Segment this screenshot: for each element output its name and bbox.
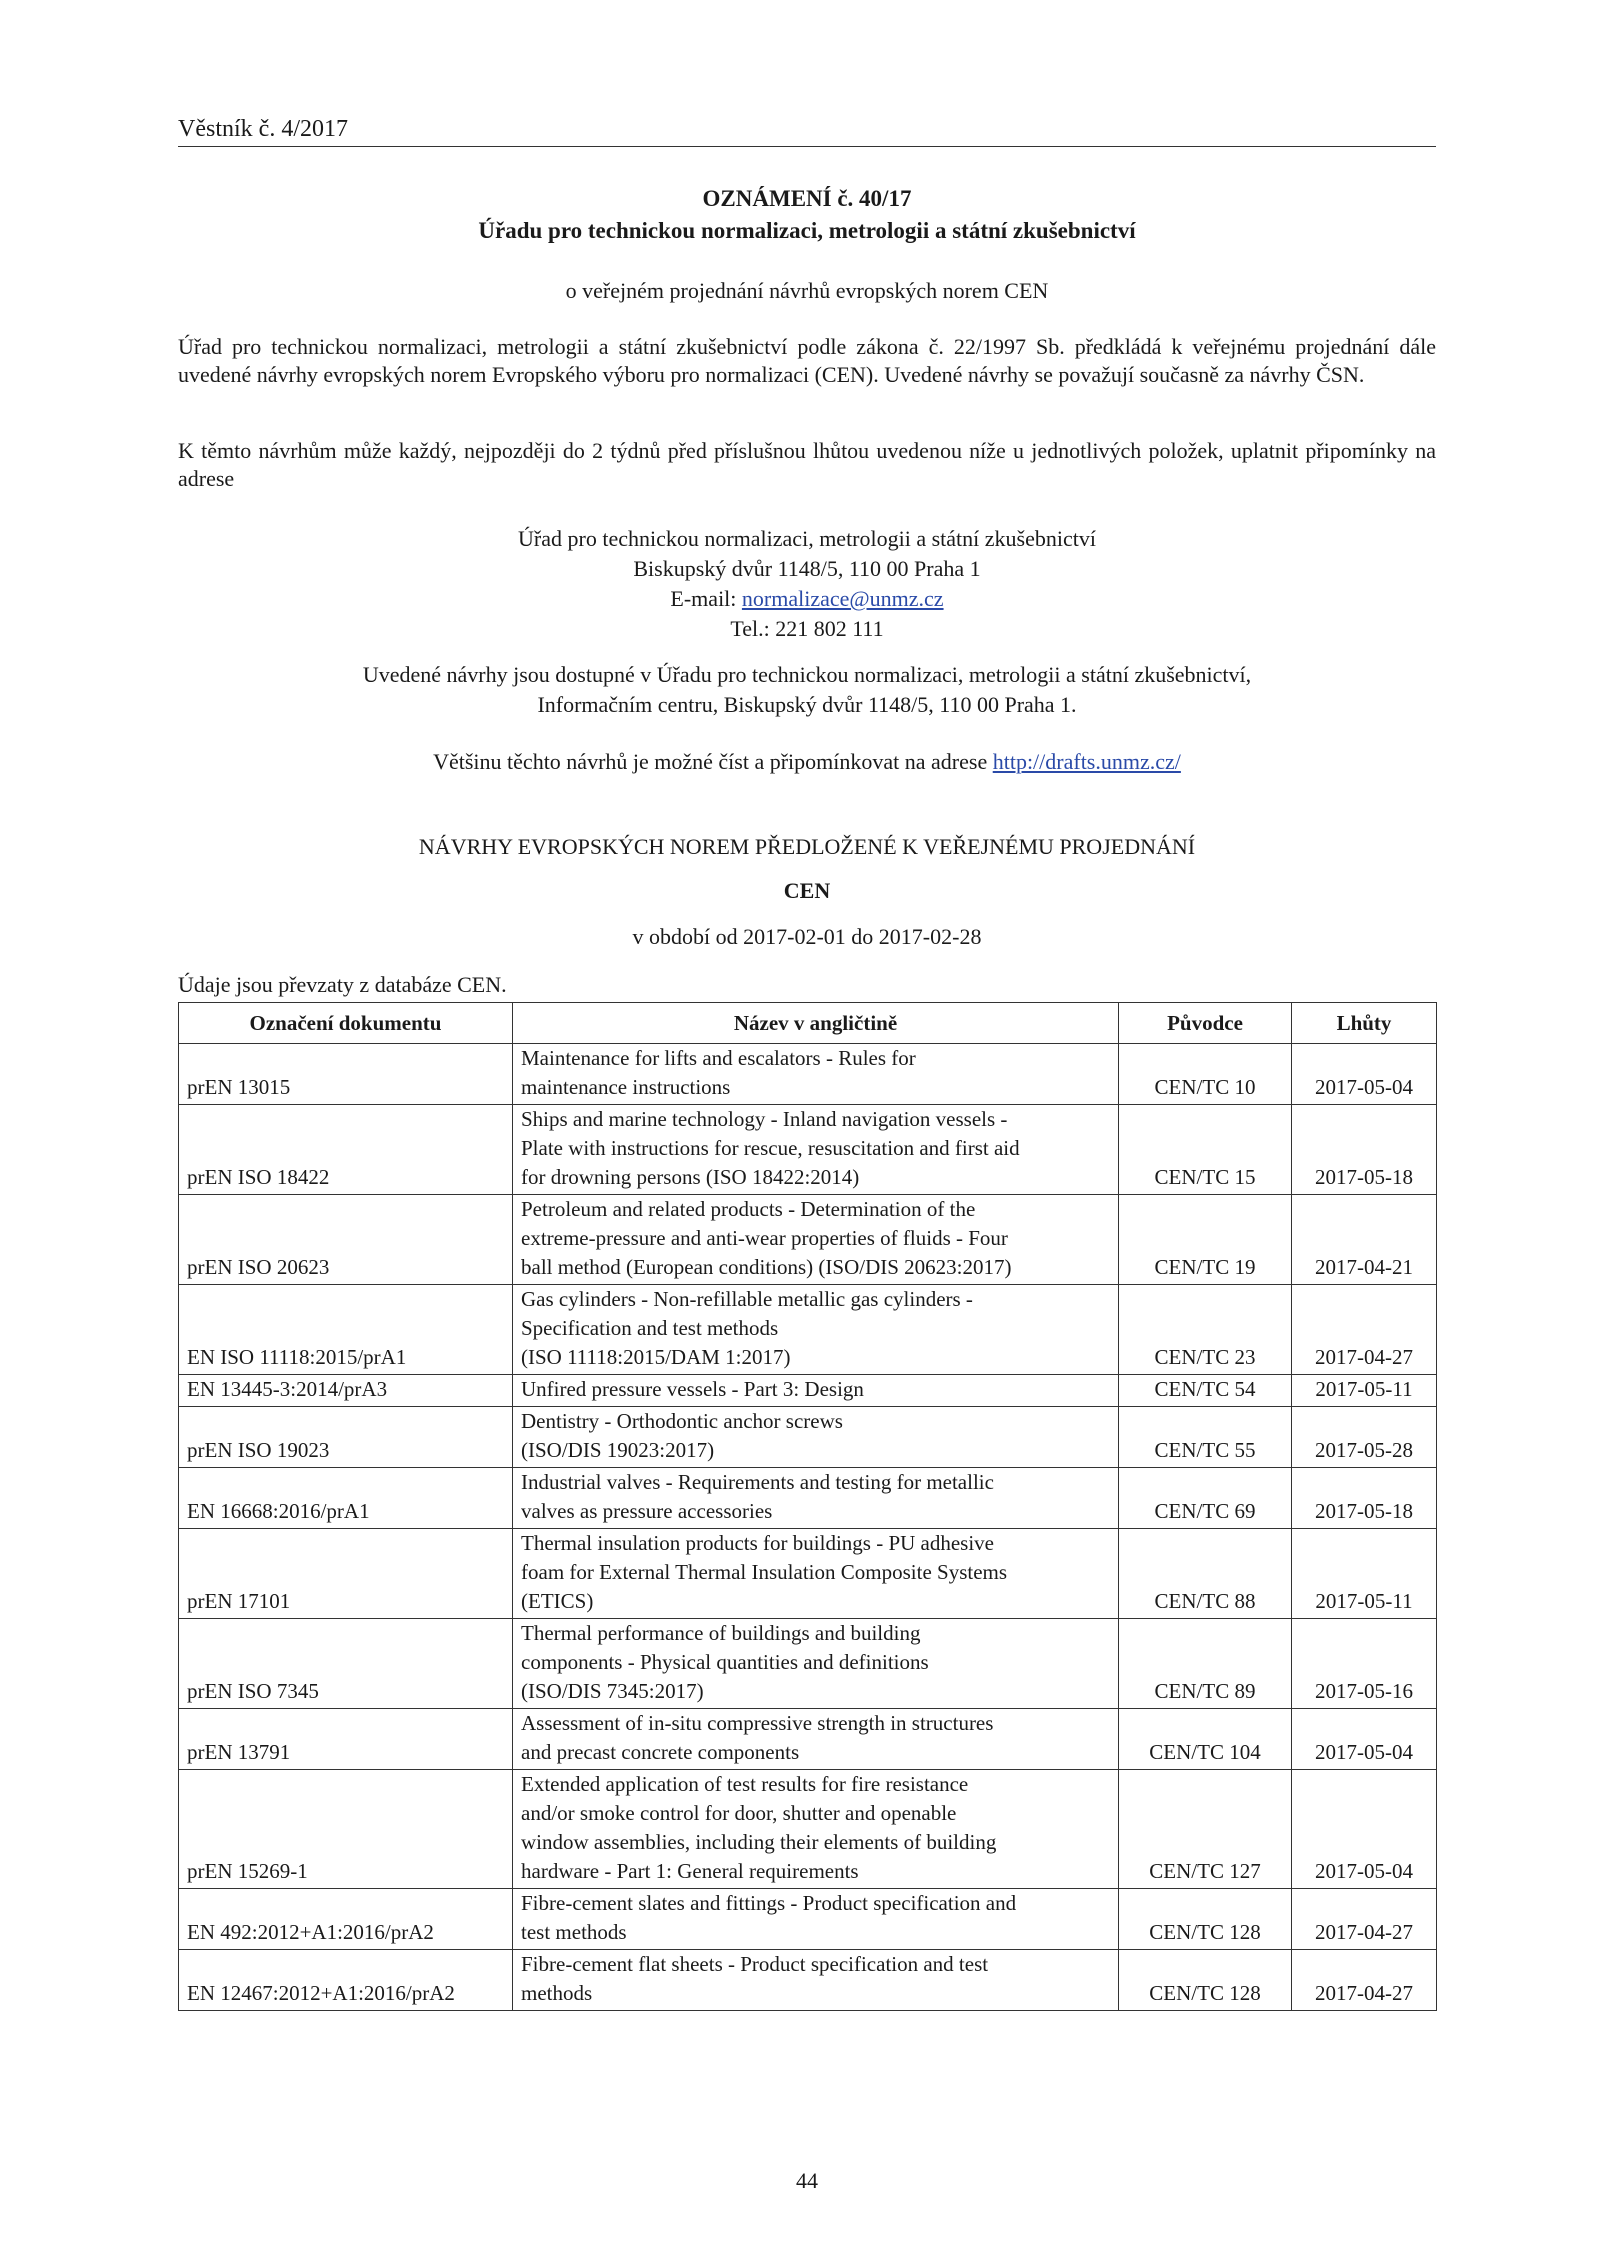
cell-originator: CEN/TC 128 — [1119, 1950, 1292, 2011]
cell-document-code: prEN 13015 — [179, 1044, 513, 1105]
title-line: ball method (European conditions) (ISO/DIS 20623:2017) — [521, 1255, 1012, 1279]
notice-authority: Úřadu pro technickou normalizaci, metrologii a státní zkušebnictví — [478, 218, 1136, 243]
cell-deadline: 2017-05-18 — [1292, 1105, 1437, 1195]
cell-english-title — [513, 1105, 1119, 1195]
title-line: hardware - Part 1: General requirements — [521, 1859, 859, 1883]
cell-deadline: 2017-05-28 — [1292, 1407, 1437, 1468]
title-line: (ISO/DIS 19023:2017) — [521, 1438, 715, 1462]
cell-english-title — [513, 1770, 1119, 1889]
cell-originator: CEN/TC 88 — [1119, 1529, 1292, 1619]
cell-english-title — [513, 1529, 1119, 1619]
drafts-link[interactable]: http://drafts.unmz.cz/ — [992, 749, 1181, 774]
cell-document-code: EN 16668:2016/prA1 — [179, 1468, 513, 1529]
title-line: (ISO 11118:2015/DAM 1:2017) — [521, 1345, 791, 1369]
cell-originator: CEN/TC 54 — [1119, 1375, 1292, 1407]
table-row — [179, 1770, 1437, 1889]
cell-english-title — [513, 1195, 1119, 1285]
cell-deadline: 2017-04-27 — [1292, 1950, 1437, 2011]
cell-deadline: 2017-05-11 — [1292, 1375, 1437, 1407]
cell-deadline: 2017-04-27 — [1292, 1285, 1437, 1375]
cell-deadline: 2017-05-18 — [1292, 1468, 1437, 1529]
cell-deadline: 2017-04-21 — [1292, 1195, 1437, 1285]
cell-originator: CEN/TC 55 — [1119, 1407, 1292, 1468]
title-line: Fibre-cement flat sheets - Product specification and test — [521, 1952, 989, 1976]
cell-originator: CEN/TC 69 — [1119, 1468, 1292, 1529]
table-row — [179, 1044, 1437, 1105]
table-row — [179, 1195, 1437, 1285]
cell-originator: CEN/TC 10 — [1119, 1044, 1292, 1105]
title-line: window assemblies, including their elements of building — [521, 1830, 997, 1854]
title-line: maintenance instructions — [521, 1075, 731, 1099]
cell-originator: CEN/TC 127 — [1119, 1770, 1292, 1889]
cell-originator: CEN/TC 128 — [1119, 1889, 1292, 1950]
cell-document-code: EN ISO 11118:2015/prA1 — [179, 1285, 513, 1375]
column-header-code: Označení dokumentu — [179, 1003, 513, 1044]
title-line: Petroleum and related products - Determination of the — [521, 1197, 976, 1221]
title-line: components - Physical quantities and definitions — [521, 1650, 929, 1674]
drafts-table — [178, 1002, 1437, 2011]
table-row — [179, 1950, 1437, 2011]
title-line: Assessment of in-situ compressive strength in structures — [521, 1711, 994, 1735]
table-body — [179, 1044, 1437, 2011]
cell-document-code: prEN 13791 — [179, 1709, 513, 1770]
cell-english-title — [513, 1375, 1119, 1407]
title-line: and precast concrete components — [521, 1740, 800, 1764]
table-row — [179, 1889, 1437, 1950]
title-line: test methods — [521, 1920, 627, 1944]
cell-english-title — [513, 1619, 1119, 1709]
table-header-row — [179, 1003, 1437, 1044]
header-rule — [178, 146, 1436, 147]
cell-deadline: 2017-05-04 — [1292, 1770, 1437, 1889]
table-row — [179, 1105, 1437, 1195]
table-row — [179, 1285, 1437, 1375]
table-row — [179, 1407, 1437, 1468]
email-label: E-mail: — [670, 586, 742, 611]
cell-english-title — [513, 1044, 1119, 1105]
title-line: Extended application of test results for fire resistance — [521, 1772, 969, 1796]
address-street: Biskupský dvůr 1148/5, 110 00 Praha 1 — [633, 556, 981, 581]
journal-header: Věstník č. 4/2017 — [178, 116, 348, 142]
page-number: 44 — [796, 2168, 818, 2193]
title-line: Thermal performance of buildings and building — [521, 1621, 921, 1645]
table-row — [179, 1375, 1437, 1407]
column-header-origin: Původce — [1119, 1003, 1292, 1044]
table-row — [179, 1709, 1437, 1770]
cell-document-code: EN 492:2012+A1:2016/prA2 — [179, 1889, 513, 1950]
title-line: valves as pressure accessories — [521, 1499, 773, 1523]
title-line: foam for External Thermal Insulation Composite Systems — [521, 1560, 1008, 1584]
cell-document-code: EN 13445-3:2014/prA3 — [179, 1375, 513, 1407]
column-header-name: Název v angličtině — [513, 1003, 1119, 1044]
availability-line-2: Informačním centru, Biskupský dvůr 1148/5, 110 00 Praha 1. — [537, 692, 1077, 717]
cell-originator: CEN/TC 89 — [1119, 1619, 1292, 1709]
cell-english-title — [513, 1889, 1119, 1950]
cell-english-title — [513, 1468, 1119, 1529]
cell-originator: CEN/TC 23 — [1119, 1285, 1292, 1375]
cell-deadline: 2017-04-27 — [1292, 1889, 1437, 1950]
section-period: v období od 2017-02-01 do 2017-02-28 — [632, 924, 982, 949]
title-line: (ETICS) — [521, 1589, 594, 1613]
title-line: extreme-pressure and anti-wear properties of fluids - Four — [521, 1226, 1008, 1250]
availability-line-1: Uvedené návrhy jsou dostupné v Úřadu pro technickou normalizaci, metrologii a státní zkušebnictví, — [362, 662, 1252, 687]
cell-english-title — [513, 1709, 1119, 1770]
cell-english-title — [513, 1950, 1119, 2011]
address-name: Úřad pro technickou normalizaci, metrologii a státní zkušebnictví — [518, 526, 1096, 551]
table-row — [179, 1468, 1437, 1529]
cell-document-code: prEN ISO 18422 — [179, 1105, 513, 1195]
address-email — [178, 584, 1436, 614]
intro-paragraph: Úřad pro technickou normalizaci, metrologii a státní zkušebnictví podle zákona č. 22/1997 Sb. předkládá k veřejnému projednání dále uvedené návrhy evropských norem Evropského výboru pro normalizaci (CEN). Uvedené návrhy se považují současně za návrhy ČSN. — [178, 334, 1436, 387]
cell-originator: CEN/TC 19 — [1119, 1195, 1292, 1285]
title-line: Industrial valves - Requirements and testing for metallic — [521, 1470, 994, 1494]
title-line: Dentistry - Orthodontic anchor screws — [521, 1409, 843, 1433]
cell-deadline: 2017-05-04 — [1292, 1044, 1437, 1105]
cell-deadline: 2017-05-11 — [1292, 1529, 1437, 1619]
table-row — [179, 1529, 1437, 1619]
column-header-deadline: Lhůty — [1292, 1003, 1437, 1044]
cell-document-code: prEN 17101 — [179, 1529, 513, 1619]
cell-english-title — [513, 1407, 1119, 1468]
title-line: Unfired pressure vessels - Part 3: Design — [521, 1377, 864, 1401]
address-phone: Tel.: 221 802 111 — [730, 616, 884, 641]
cell-originator: CEN/TC 15 — [1119, 1105, 1292, 1195]
cell-document-code: prEN ISO 20623 — [179, 1195, 513, 1285]
title-line: Ships and marine technology - Inland navigation vessels - — [521, 1107, 1008, 1131]
cell-deadline: 2017-05-04 — [1292, 1709, 1437, 1770]
cell-deadline: 2017-05-16 — [1292, 1619, 1437, 1709]
title-line: Fibre-cement slates and fittings - Product specification and — [521, 1891, 1017, 1915]
title-line: Plate with instructions for rescue, resuscitation and first aid — [521, 1136, 1020, 1160]
title-line: for drowning persons (ISO 18422:2014) — [521, 1165, 860, 1189]
comments-paragraph: K těmto návrhům může každý, nejpozději do 2 týdnů před příslušnou lhůtou uvedenou níže u jednotlivých položek, uplatnit připomínky na adrese — [178, 438, 1436, 491]
title-line: Specification and test methods — [521, 1316, 779, 1340]
cell-document-code: EN 12467:2012+A1:2016/prA2 — [179, 1950, 513, 2011]
email-link[interactable]: normalizace@unmz.cz — [741, 586, 944, 611]
cell-document-code: prEN 15269-1 — [179, 1770, 513, 1889]
online-text: Většinu těchto návrhů je možné číst a připomínkovat na adrese — [433, 749, 993, 774]
cell-document-code: prEN ISO 7345 — [179, 1619, 513, 1709]
source-note: Údaje jsou převzaty z databáze CEN. — [178, 972, 507, 997]
cell-english-title — [513, 1285, 1119, 1375]
title-line: Thermal insulation products for buildings - PU adhesive — [521, 1531, 995, 1555]
title-line: and/or smoke control for door, shutter and openable — [521, 1801, 957, 1825]
title-line: Maintenance for lifts and escalators - Rules for — [521, 1046, 916, 1070]
table-row — [179, 1619, 1437, 1709]
title-line: (ISO/DIS 7345:2017) — [521, 1679, 704, 1703]
section-heading: NÁVRHY EVROPSKÝCH NOREM PŘEDLOŽENÉ K VEŘEJNÉMU PROJEDNÁNÍ — [418, 834, 1196, 859]
notice-title: OZNÁMENÍ č. 40/17 — [702, 186, 912, 211]
section-org: CEN — [783, 878, 831, 903]
online-drafts-line — [178, 747, 1436, 777]
cell-originator: CEN/TC 104 — [1119, 1709, 1292, 1770]
title-line: methods — [521, 1981, 593, 2005]
cell-document-code: prEN ISO 19023 — [179, 1407, 513, 1468]
title-line: Gas cylinders - Non-refillable metallic gas cylinders - — [521, 1287, 973, 1311]
notice-subject: o veřejném projednání návrhů evropských norem CEN — [565, 278, 1049, 303]
